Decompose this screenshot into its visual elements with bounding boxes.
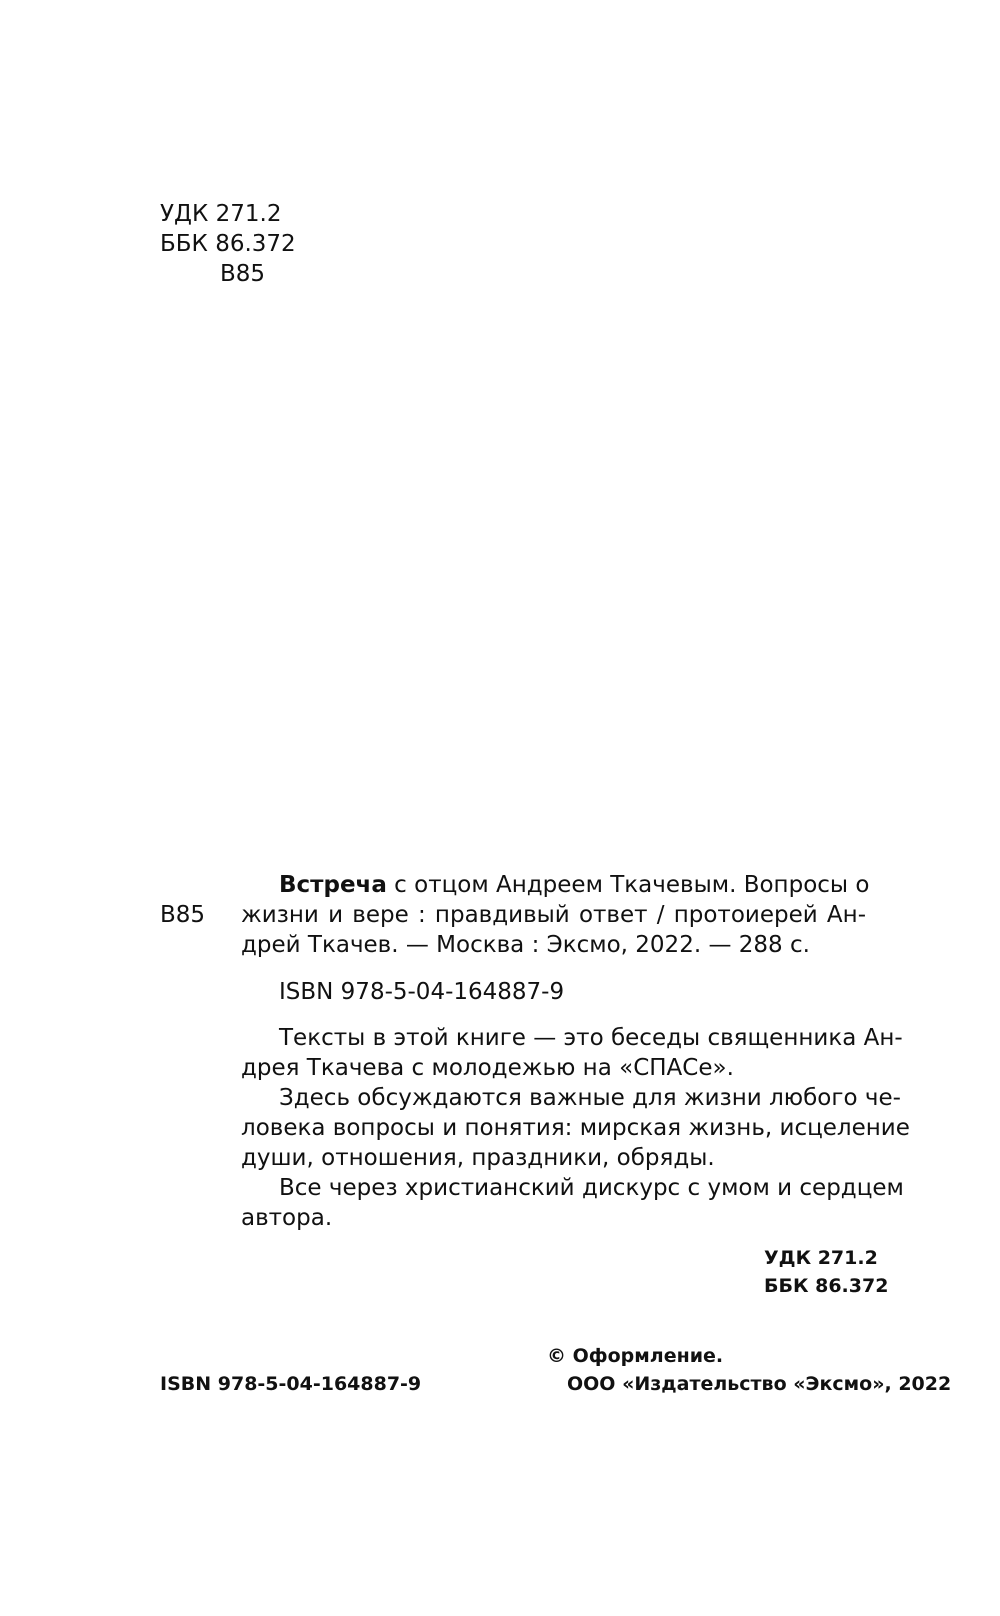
annotation-p1-line1: Тексты в этой книге — это беседы священника Ан-: [279, 1025, 903, 1051]
record-author-mark: В85: [160, 902, 206, 928]
top-author-mark: В85: [220, 261, 266, 287]
bottom-udk: УДК 271.2: [764, 1247, 878, 1269]
top-udk: УДК 271.2: [160, 201, 282, 227]
annotation-p2-line2: ловека вопросы и понятия: мирская жизнь, исцеление: [241, 1115, 910, 1141]
top-bbk: ББК 86.372: [160, 231, 296, 257]
record-isbn: ISBN 978-5-04-164887-9: [279, 979, 565, 1005]
annotation-p1-line2: дрея Ткачева с молодежью на «СПАСе».: [241, 1055, 734, 1081]
annotation-p2-line3: души, отношения, праздники, обряды.: [241, 1145, 715, 1171]
record-line-3: дрей Ткачев. — Москва : Эксмо, 2022. — 288 с.: [241, 932, 810, 958]
annotation: [241, 1023, 910, 1233]
record-title-rest: с отцом Андреем Ткачевым. Вопросы о: [386, 872, 870, 898]
footer-isbn: ISBN 978-5-04-164887-9: [160, 1373, 422, 1395]
bottom-bbk: ББК 86.372: [764, 1275, 889, 1297]
copyright-line-2: ООО «Издательство «Эксмо», 2022: [567, 1373, 952, 1395]
copyright-line-1: © Оформление.: [547, 1345, 724, 1367]
bibliographic-record: [241, 870, 870, 960]
record-title: Встреча: [279, 872, 387, 898]
record-line-2: жизни и вере : правдивый ответ / протоиерей Ан-: [241, 902, 866, 928]
annotation-p3-line2: автора.: [241, 1205, 333, 1231]
record-line-1: [241, 870, 870, 900]
annotation-p2-line1: Здесь обсуждаются важные для жизни любого че-: [279, 1085, 901, 1111]
annotation-p3-line1: Все через христианский дискурс с умом и сердцем: [279, 1175, 904, 1201]
